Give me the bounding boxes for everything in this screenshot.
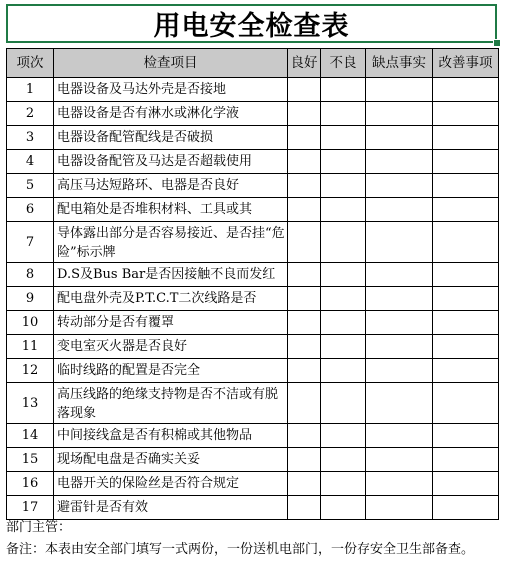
- cell-no[interactable]: 17: [7, 496, 54, 520]
- cell-good[interactable]: [288, 287, 321, 311]
- cell-no[interactable]: 14: [7, 424, 54, 448]
- header-bad[interactable]: 不良: [321, 49, 366, 78]
- cell-bad[interactable]: [321, 263, 366, 287]
- table-row: [7, 174, 499, 198]
- cell-improve[interactable]: [433, 263, 499, 287]
- cell-improve[interactable]: [433, 222, 499, 263]
- cell-defect[interactable]: [366, 102, 433, 126]
- cell-bad[interactable]: [321, 78, 366, 102]
- cell-defect[interactable]: [366, 287, 433, 311]
- cell-no[interactable]: 3: [7, 126, 54, 150]
- table-row: [7, 126, 499, 150]
- cell-improve[interactable]: [433, 126, 499, 150]
- cell-defect[interactable]: [366, 472, 433, 496]
- cell-good[interactable]: [288, 150, 321, 174]
- cell-bad[interactable]: [321, 496, 366, 520]
- cell-item[interactable]: 避雷针是否有效: [54, 496, 288, 520]
- cell-item[interactable]: 现场配电盘是否确实关妥: [54, 448, 288, 472]
- cell-bad[interactable]: [321, 102, 366, 126]
- table-row: [7, 448, 499, 472]
- cell-defect[interactable]: [366, 448, 433, 472]
- cell-defect[interactable]: [366, 198, 433, 222]
- table-row: [7, 359, 499, 383]
- cell-defect[interactable]: [366, 311, 433, 335]
- cell-item[interactable]: 配电盘外壳及P.T.C.T二次线路是否: [54, 287, 288, 311]
- cell-defect[interactable]: [366, 150, 433, 174]
- cell-bad[interactable]: [321, 448, 366, 472]
- inspection-table: [6, 48, 499, 520]
- cell-no[interactable]: 6: [7, 198, 54, 222]
- cell-defect[interactable]: [366, 383, 433, 424]
- cell-bad[interactable]: [321, 335, 366, 359]
- cell-good[interactable]: [288, 222, 321, 263]
- cell-defect[interactable]: [366, 424, 433, 448]
- cell-no[interactable]: 15: [7, 448, 54, 472]
- cell-improve[interactable]: [433, 335, 499, 359]
- footer-note[interactable]: 备注：本表由安全部门填写一式两份，一份送机电部门，一份存安全卫生部备查。: [6, 542, 475, 557]
- cell-bad[interactable]: [321, 174, 366, 198]
- cell-improve[interactable]: [433, 424, 499, 448]
- cell-item[interactable]: 高压马达短路环、电器是否良好: [54, 174, 288, 198]
- cell-item[interactable]: 配电箱处是否堆积材料、工具或其: [54, 198, 288, 222]
- header-defect[interactable]: 缺点事实: [366, 49, 433, 78]
- cell-bad[interactable]: [321, 472, 366, 496]
- page-title[interactable]: 用电安全检查表: [6, 4, 497, 43]
- cell-improve[interactable]: [433, 383, 499, 424]
- table-row: [7, 263, 499, 287]
- cell-defect[interactable]: [366, 78, 433, 102]
- cell-good[interactable]: [288, 198, 321, 222]
- cell-improve[interactable]: [433, 359, 499, 383]
- cell-no[interactable]: 8: [7, 263, 54, 287]
- cell-no[interactable]: 16: [7, 472, 54, 496]
- cell-good[interactable]: [288, 448, 321, 472]
- cell-good[interactable]: [288, 496, 321, 520]
- cell-improve[interactable]: [433, 78, 499, 102]
- cell-no[interactable]: 12: [7, 359, 54, 383]
- cell-defect[interactable]: [366, 126, 433, 150]
- cell-improve[interactable]: [433, 311, 499, 335]
- cell-bad[interactable]: [321, 198, 366, 222]
- cell-defect[interactable]: [366, 174, 433, 198]
- cell-good[interactable]: [288, 263, 321, 287]
- cell-item[interactable]: D.S及Bus Bar是否因接触不良而发红: [54, 263, 288, 287]
- cell-good[interactable]: [288, 126, 321, 150]
- cell-bad[interactable]: [321, 150, 366, 174]
- cell-item[interactable]: 中间接线盒是否有积棉或其他物品: [54, 424, 288, 448]
- cell-good[interactable]: [288, 78, 321, 102]
- cell-item[interactable]: 变电室灭火器是否良好: [54, 335, 288, 359]
- table-row: [7, 424, 499, 448]
- cell-item[interactable]: 导体露出部分是否容易接近、是否挂“危险”标示牌: [54, 222, 288, 263]
- cell-no[interactable]: 11: [7, 335, 54, 359]
- cell-good[interactable]: [288, 311, 321, 335]
- cell-good[interactable]: [288, 472, 321, 496]
- cell-no[interactable]: 4: [7, 150, 54, 174]
- cell-improve[interactable]: [433, 174, 499, 198]
- cell-bad[interactable]: [321, 359, 366, 383]
- cell-defect[interactable]: [366, 335, 433, 359]
- cell-improve[interactable]: [433, 198, 499, 222]
- cell-improve[interactable]: [433, 472, 499, 496]
- cell-item[interactable]: 电器设备配管及马达是否超载使用: [54, 150, 288, 174]
- cell-item[interactable]: 电器设备是否有淋水或淋化学液: [54, 102, 288, 126]
- cell-improve[interactable]: [433, 448, 499, 472]
- cell-no[interactable]: 5: [7, 174, 54, 198]
- cell-item[interactable]: 高压线路的绝缘支持物是否不洁或有脱落现象: [54, 383, 288, 424]
- cell-defect[interactable]: [366, 222, 433, 263]
- table-row: [7, 102, 499, 126]
- header-improve[interactable]: 改善事项: [433, 49, 499, 78]
- table-row: [7, 383, 499, 424]
- cell-good[interactable]: [288, 424, 321, 448]
- table-row: [7, 335, 499, 359]
- cell-improve[interactable]: [433, 496, 499, 520]
- table-row: [7, 198, 499, 222]
- cell-fill-handle[interactable]: [493, 39, 501, 47]
- department-supervisor-label[interactable]: 部门主管：: [6, 520, 72, 535]
- cell-improve[interactable]: [433, 150, 499, 174]
- cell-no[interactable]: 13: [7, 383, 54, 424]
- cell-good[interactable]: [288, 359, 321, 383]
- cell-improve[interactable]: [433, 102, 499, 126]
- cell-no[interactable]: 2: [7, 102, 54, 126]
- cell-item[interactable]: 电器设备及马达外壳是否接地: [54, 78, 288, 102]
- cell-good[interactable]: [288, 102, 321, 126]
- cell-bad[interactable]: [321, 287, 366, 311]
- cell-no[interactable]: 10: [7, 311, 54, 335]
- cell-item[interactable]: 电器设备配管配线是否破损: [54, 126, 288, 150]
- cell-good[interactable]: [288, 383, 321, 424]
- cell-defect[interactable]: [366, 359, 433, 383]
- cell-item[interactable]: 转动部分是否有覆罩: [54, 311, 288, 335]
- header-item[interactable]: 检查项目: [54, 49, 288, 78]
- cell-item[interactable]: 电器开关的保险丝是否符合规定: [54, 472, 288, 496]
- cell-bad[interactable]: [321, 222, 366, 263]
- cell-good[interactable]: [288, 335, 321, 359]
- cell-no[interactable]: 9: [7, 287, 54, 311]
- cell-bad[interactable]: [321, 424, 366, 448]
- table-row: [7, 496, 499, 520]
- table-row: [7, 222, 499, 263]
- cell-bad[interactable]: [321, 311, 366, 335]
- cell-good[interactable]: [288, 174, 321, 198]
- table-row: [7, 78, 499, 102]
- table-row: [7, 150, 499, 174]
- header-no[interactable]: 项次: [7, 49, 54, 78]
- cell-item[interactable]: 临时线路的配置是否完全: [54, 359, 288, 383]
- cell-bad[interactable]: [321, 126, 366, 150]
- cell-improve[interactable]: [433, 287, 499, 311]
- cell-no[interactable]: 1: [7, 78, 54, 102]
- cell-bad[interactable]: [321, 383, 366, 424]
- cell-defect[interactable]: [366, 263, 433, 287]
- cell-no[interactable]: 7: [7, 222, 54, 263]
- table-row: [7, 287, 499, 311]
- table-header-row: [7, 49, 499, 78]
- table-row: [7, 311, 499, 335]
- cell-defect[interactable]: [366, 496, 433, 520]
- table-row: [7, 472, 499, 496]
- header-good[interactable]: 良好: [288, 49, 321, 78]
